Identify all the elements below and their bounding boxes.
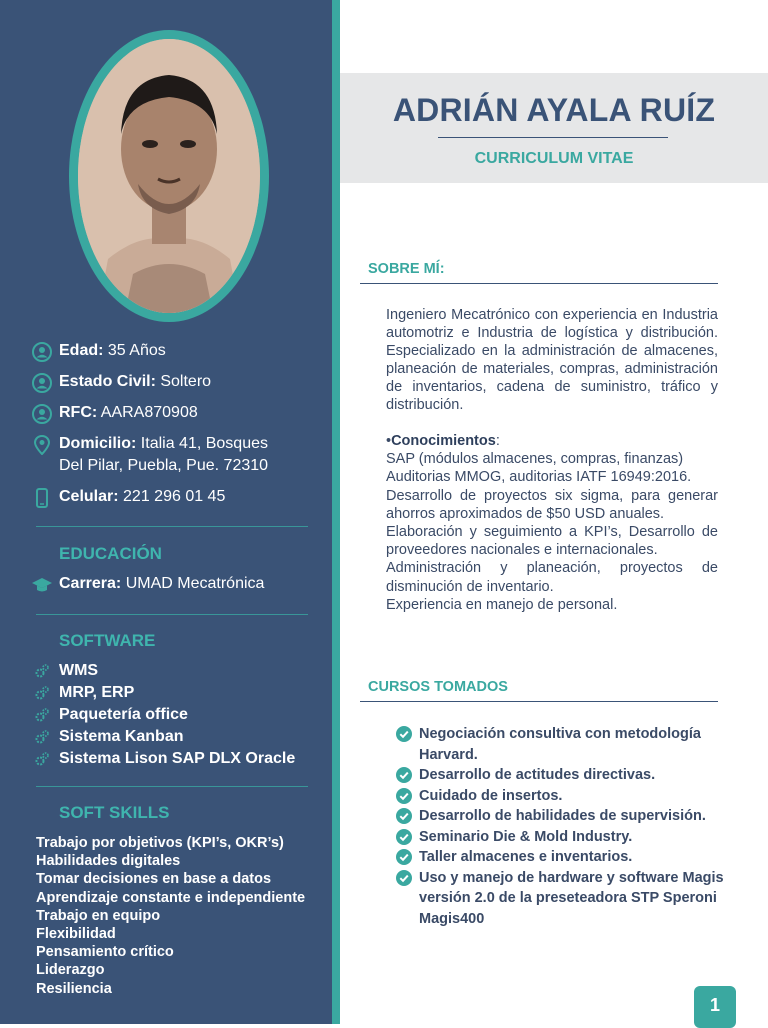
knowledge-title: Conocimientos [391,433,496,449]
course-item: Desarrollo de actitudes directivas. [396,765,726,786]
course-item: Cuidado de insertos. [396,786,726,807]
age-value: 35 Años [107,342,166,359]
about-title: SOBRE MÍ: [368,261,445,277]
check-circle-icon [396,767,412,783]
list-item: Trabajo en equipo [36,907,161,924]
list-item: Trabajo por objetivos (KPI’s, OKR’s) [36,835,284,851]
marital-status-value: Soltero [160,373,212,390]
knowledge-line: Experiencia en manejo de personal. [386,596,618,613]
course-item: Desarrollo de habilidades de supervisión. [396,806,726,827]
bullet: • [386,433,392,449]
address-label: Domicilio: [59,435,137,452]
person-icon [32,404,52,424]
list-item: Tomar decisiones en base a datos [36,871,272,888]
list-item: Liderazgo [36,962,105,979]
course-item: Negociación consultiva con metodología Harvard. [396,724,726,765]
address-value: Italia 41, Bosques [140,435,268,452]
list-item: Aprendizaje constante e independiente [36,889,306,906]
gears-icon [34,707,50,723]
education-value: UMAD Mecatrónica [125,575,265,592]
page-subtitle: CURRICULUM VITAE [474,150,634,167]
person-icon [32,373,52,393]
courses-title: CURSOS TOMADOS [368,679,508,695]
list-item: Flexibilidad [36,926,116,943]
knowledge-line: Desarrollo de proyectos six sigma, para generar ahorros aproximados de $50 USD anuales. [386,487,718,522]
divider [36,786,308,787]
software-title: SOFTWARE [59,631,156,650]
check-circle-icon [396,788,412,804]
check-circle-icon [396,849,412,865]
course-item: Taller almacenes e inventarios. [396,847,726,868]
soft-skills-title: SOFT SKILLS [59,803,170,822]
knowledge-line: Auditorias MMOG, auditorias IATF 16949:2016. [386,469,692,486]
location-pin-icon [32,435,52,455]
gears-icon [34,685,50,701]
rfc-label: RFC: [59,404,98,421]
knowledge-line: Elaboración y seguimiento a KPI’s, Desarrollo de proveedores nacionales e internacionales. [386,524,718,559]
section-rule [360,701,718,702]
page-number: 1 [694,986,736,1028]
list-item: Resiliencia [36,980,112,997]
address-value-line2: Del Pilar, Puebla, Pue. 72310 [59,457,269,474]
course-item: Seminario Die & Mold Industry. [396,827,726,848]
courses-list [396,724,726,929]
check-circle-icon [396,726,412,742]
person-icon [32,342,52,362]
education-title: EDUCACIÓN [59,544,162,563]
accent-stripe [332,0,340,1024]
knowledge-block: •Conocimientos: SAP (módulos almacenes, compras, finanzas) Auditorias MMOG, auditorias IATF 16949:2016. Desarrollo de proyectos six sigma, para generar ahorros aproximados de $50 USD anuales. Elaboración y seguimiento a KPI’s, Desarrollo de proveedores nacionales e internacionales. Administración y planeación, proyectos de disminución de inventario. Experiencia en manejo de personal. [386,433,718,613]
list-item: Habilidades digitales [36,853,181,870]
mobile-label: Celular: [59,488,119,505]
graduation-cap-icon [32,575,52,595]
rfc-value: AARA870908 [100,404,198,421]
check-circle-icon [396,870,412,886]
age-label: Edad: [59,342,104,359]
gears-icon [34,751,50,767]
section-rule [360,283,718,284]
list-item: Pensamiento crítico [36,944,174,961]
mobile-phone-icon [32,488,52,508]
page-title: ADRIÁN AYALA RUÍZ [392,92,716,128]
profile-photo [78,39,260,313]
course-item: Uso y manejo de hardware y software Magis versión 2.0 de la preseteadora STP Speroni Magis400 [396,868,726,930]
about-text: Ingeniero Mecatrónico con experiencia en Industria automotriz e Industria de logística y distribución. Especializado en la administración de almacenes, planeación de materiales, compras, administración de inventarios, cadena de suministro, tráfico y distribución. [386,307,718,413]
profile-photo-frame [69,30,269,322]
knowledge-line: Administración y planeación, proyectos de disminución de inventario. [386,560,718,595]
check-circle-icon [396,829,412,845]
marital-status-label: Estado Civil: [59,373,156,390]
soft-skills-list [36,834,326,998]
mobile-value: 221 296 01 45 [123,488,226,505]
education-label: Carrera: [59,575,122,592]
title-underline [438,137,668,138]
check-circle-icon [396,808,412,824]
gears-icon [34,663,50,679]
knowledge-line: SAP (módulos almacenes, compras, finanzas) [386,451,684,468]
gears-icon [34,729,50,745]
divider [36,526,308,527]
divider [36,614,308,615]
